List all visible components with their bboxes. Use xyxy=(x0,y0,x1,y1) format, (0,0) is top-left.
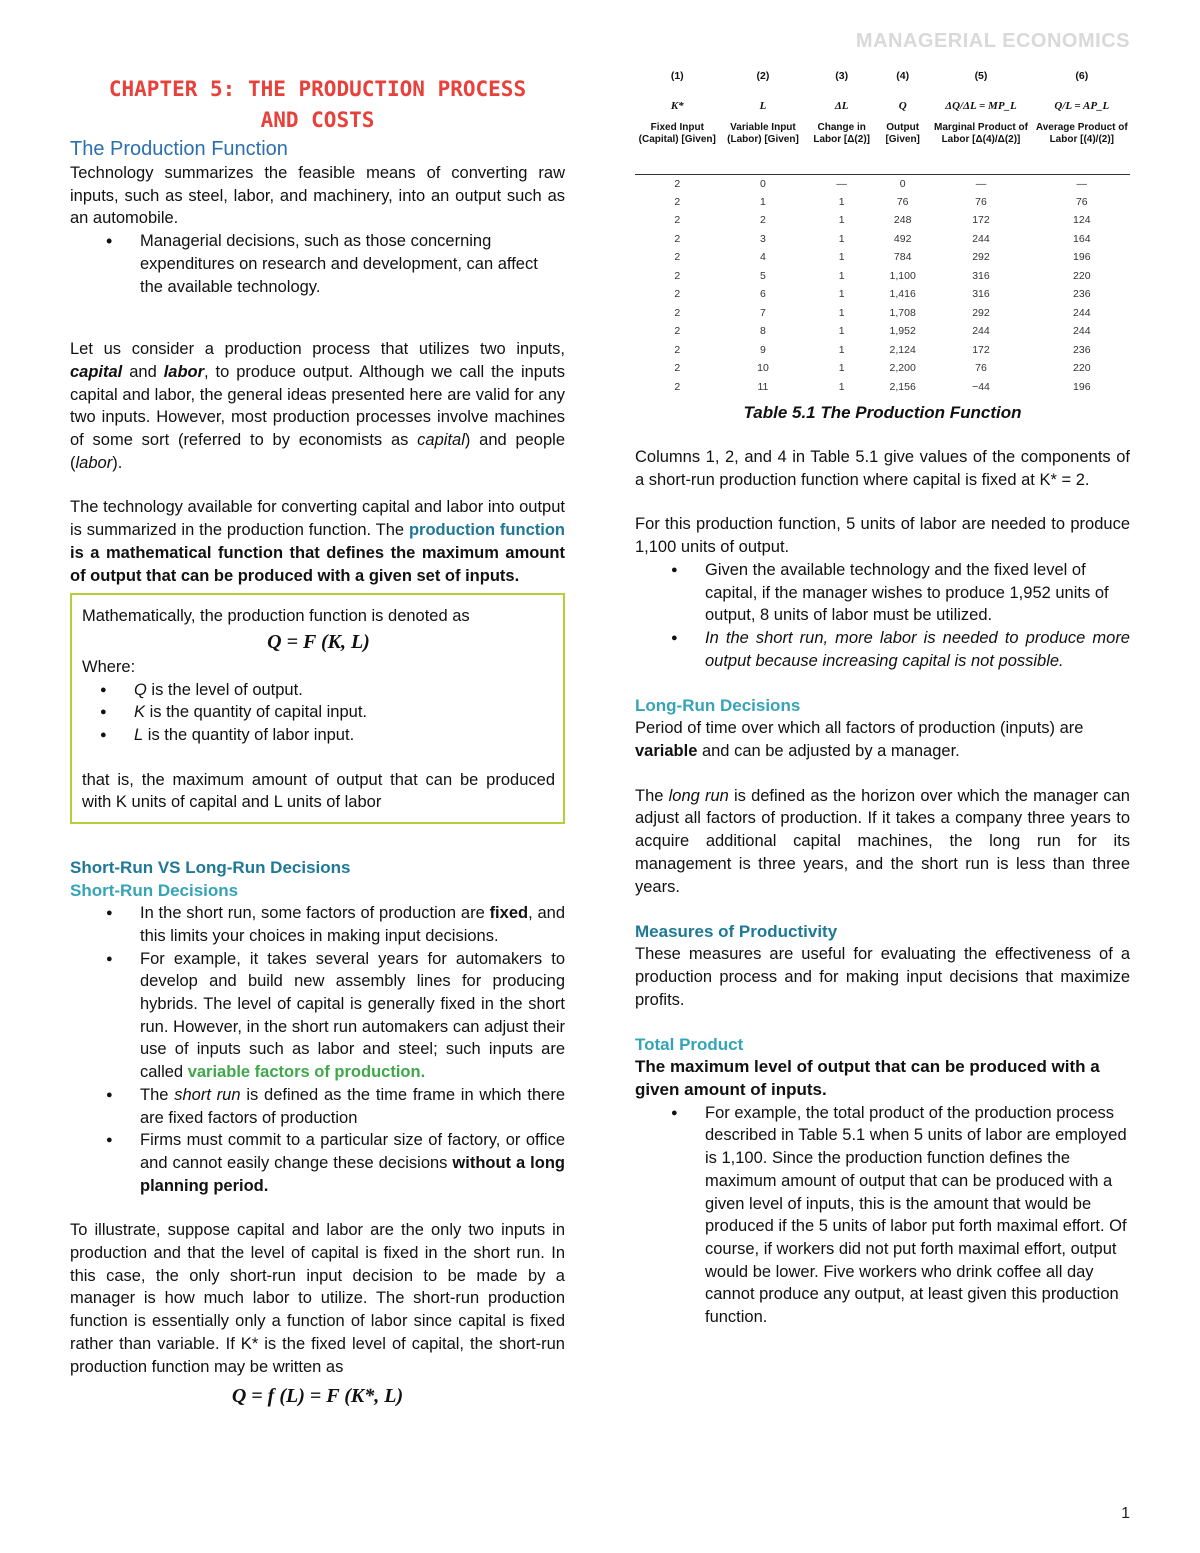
table-cell: 76 xyxy=(896,195,909,208)
col-number: (5) xyxy=(974,70,988,82)
table-caption: Table 5.1 The Production Function xyxy=(743,403,1022,422)
table-cell: 1,708 xyxy=(889,306,916,319)
col-symbol: L xyxy=(759,100,767,112)
subheading-short-run: Short-Run Decisions xyxy=(70,881,239,901)
variable-item: ● K is the quantity of capital input. xyxy=(100,701,555,724)
table-cell: 3 xyxy=(760,232,766,245)
running-header: MANAGERIAL ECONOMICS xyxy=(855,30,1130,52)
page-number: 1 xyxy=(1121,1505,1130,1522)
table-cell: 1,952 xyxy=(889,325,916,338)
table-cell: 244 xyxy=(972,232,990,245)
col-description: Output [Given] xyxy=(877,122,928,174)
paragraph-definition: The technology available for converting capital and labor into output is summarized in the production function. The production function is a mathematical function that defines the maximum amount of output that can be produced with a given set of inputs. xyxy=(70,498,566,585)
short-run-formula: Q = f (L) = F (K*, L) xyxy=(231,1385,404,1408)
paragraph-illustrate: To illustrate, suppose capital and labor are the only two inputs in production and that the level of capital is fixed in the short run. In this case, the only short-run input decision to be made by a manager is how much labor to utilize. The short-run production function is essentially only a function of labor since capital is fixed rather than variable. If K* is the fixed level of capital, the short-run production function may be written as xyxy=(70,1221,565,1376)
table-cell: 2 xyxy=(674,343,681,356)
col-description: Marginal Product of Labor [Δ(4)/Δ(2)] xyxy=(928,122,1033,174)
table-row xyxy=(635,248,1130,267)
variable-item: ● Q is the level of output. xyxy=(100,679,555,702)
table-cell: 492 xyxy=(893,232,912,245)
short-run-example-bullets xyxy=(671,559,1130,673)
table-cell: 2 xyxy=(674,380,681,393)
heading-long-run: Long-Run Decisions xyxy=(635,696,801,716)
table-row xyxy=(635,304,1130,323)
table-cell: 1 xyxy=(838,380,845,393)
table-cell: 2 xyxy=(674,306,681,319)
table-cell: 76 xyxy=(1075,195,1088,208)
paragraph-two-inputs: Let us consider a production process that utilizes two inputs, capital and labor, to produce output. Although we call the inputs capital and labor, the general ideas presented here are valid for any two inputs. However, most production processes involve machines of some sort (referred to by economists as capital) and people (labor). xyxy=(70,340,566,472)
paragraph-labor-needed: For this production function, 5 units of labor are needed to produce 1,100 units of output. xyxy=(635,515,1130,557)
production-function-formula: Q = F (K, L) xyxy=(267,630,370,653)
table-cell: 1 xyxy=(838,325,845,338)
col-symbol: ΔQ/ΔL = MP_L xyxy=(945,100,1017,112)
table-cell: 2,200 xyxy=(889,362,916,375)
table-cell: 244 xyxy=(972,325,990,338)
bullet-item: • Managerial decisions, such as those concerning expenditures on research and development, can affect the available technology. xyxy=(106,230,565,298)
table-cell: 1 xyxy=(838,269,845,282)
col-description: Fixed Input (Capital) [Given] xyxy=(635,122,720,174)
table-cell: 292 xyxy=(972,306,990,319)
table-row xyxy=(635,378,1130,397)
box-outro: that is, the maximum amount of output that can be produced with K units of capital and L units of labor xyxy=(82,770,555,812)
chapter-title xyxy=(70,74,565,136)
table-cell: 196 xyxy=(1073,251,1091,264)
col-symbol: K* xyxy=(670,100,684,112)
col-symbol: ΔL xyxy=(834,100,849,112)
paragraph-columns: Columns 1, 2, and 4 in Table 5.1 give values of the components of a short-run production function where capital is fixed at K* = 2. xyxy=(635,448,1130,489)
table-body xyxy=(635,174,1130,396)
table-row xyxy=(635,174,1130,193)
paragraph-measures: These measures are useful for evaluating the effectiveness of a production process and for making input decisions that maximize profits. xyxy=(635,945,1130,1009)
heading-total-product: Total Product xyxy=(635,1035,744,1055)
bullet-item: ● The short run is defined as the time frame in which there are fixed factors of production xyxy=(106,1084,565,1129)
variable-item: ● L is the quantity of labor input. xyxy=(100,724,555,747)
bullet-item: ● In the short run, some factors of production are fixed, and this limits your choices in making input decisions. xyxy=(106,902,565,947)
table-row xyxy=(635,230,1130,249)
total-product-bullets xyxy=(671,1102,1130,1329)
table-cell: 76 xyxy=(975,195,987,208)
table-cell: 1 xyxy=(838,195,845,208)
table-cell: −44 xyxy=(972,380,990,393)
col-symbol: Q xyxy=(898,100,907,112)
table-cell: 784 xyxy=(893,251,912,264)
table-descriptions xyxy=(635,122,1130,174)
heading-measures-productivity: Measures of Productivity xyxy=(635,922,838,942)
table-cell: 76 xyxy=(975,362,987,375)
table-cell: 2 xyxy=(674,325,681,338)
table-cell: 11 xyxy=(757,380,769,393)
table-cell: 292 xyxy=(972,251,990,264)
col-description: Average Product of Labor [(4)/(2)] xyxy=(1034,122,1130,174)
col-description: Variable Input (Labor) [Given] xyxy=(720,122,807,174)
short-run-bullets xyxy=(106,902,565,1197)
table-symbols xyxy=(635,90,1130,122)
col-number: (6) xyxy=(1075,70,1089,82)
table-cell: 9 xyxy=(760,343,766,356)
table-cell: 2 xyxy=(674,362,681,375)
bullet-list xyxy=(106,230,565,298)
table-cell: 124 xyxy=(1073,214,1091,227)
table-cell: 172 xyxy=(972,214,990,227)
chapter-title-line1: CHAPTER 5: THE PRODUCTION PROCESS xyxy=(108,77,527,101)
table-cell: 220 xyxy=(1073,362,1091,375)
table-cell: 236 xyxy=(1073,288,1091,301)
table-cell: 244 xyxy=(1073,325,1091,338)
table-cell: 2 xyxy=(674,214,681,227)
production-table xyxy=(635,70,1130,396)
table-cell: 5 xyxy=(760,269,766,282)
table-cell: 1 xyxy=(838,232,845,245)
table-cell: 316 xyxy=(972,269,990,282)
bullet-item: ● For example, the total product of the production process described in Table 5.1 when 5 units of labor are employed is 1,100. Since the production function defines the maximum amount of output that can be produced with a given level of inputs, this is the amount that would be produced if the 5 units of labor put forth maximal effort. Of course, if workers did not put forth maximal effort, output would be lower. Five workers who drink coffee all day cannot produce any output, at least given this production function. xyxy=(671,1102,1130,1329)
table-cell: 244 xyxy=(1073,306,1091,319)
table-cell: 6 xyxy=(760,288,766,301)
table-cell: 2 xyxy=(674,269,681,282)
table-cell: 1 xyxy=(838,362,845,375)
table-row xyxy=(635,341,1130,360)
table-cell: 2 xyxy=(674,251,681,264)
right-column xyxy=(635,70,1130,1329)
box-intro: Mathematically, the production function is denoted as xyxy=(82,607,470,626)
table-cell: 2,156 xyxy=(889,380,916,393)
table-cell: 172 xyxy=(972,343,990,356)
table-cell: 2 xyxy=(674,177,681,190)
table-cell: 164 xyxy=(1073,232,1091,245)
paragraph-long-run-def: Period of time over which all factors of production (inputs) are variable and can be adjusted by a manager. xyxy=(635,719,1084,761)
table-row xyxy=(635,285,1130,304)
table-cell: 220 xyxy=(1073,269,1091,282)
col-symbol: Q/L = AP_L xyxy=(1054,100,1110,112)
variable-list xyxy=(100,679,555,747)
table-cell: 10 xyxy=(757,362,769,375)
table-cell: 248 xyxy=(893,214,912,227)
paragraph-technology: Technology summarizes the feasible means of converting raw inputs, such as steel, labor, and machinery, into an output such as an automobile. xyxy=(70,164,565,228)
table-row xyxy=(635,211,1130,230)
table-cell: 1 xyxy=(838,251,845,264)
chapter-title-line2: AND COSTS xyxy=(260,108,375,132)
bullet-item: ● In the short run, more labor is needed to produce more output because increasing capital is not possible. xyxy=(671,627,1130,672)
formula-box xyxy=(70,593,565,824)
bullet-item: ● Firms must commit to a particular size of factory, or office and cannot easily change these decisions without a long planning period. xyxy=(106,1129,565,1197)
bullet-item: ● Given the available technology and the fixed level of capital, if the manager wishes to produce 1,952 units of output, 8 units of labor must be utilized. xyxy=(671,559,1130,627)
table-cell: 1,100 xyxy=(889,269,916,282)
col-number: (3) xyxy=(835,70,849,82)
col-number: (2) xyxy=(756,70,770,82)
table-row xyxy=(635,267,1130,286)
col-number: (1) xyxy=(670,70,684,82)
table-cell: 2 xyxy=(674,195,681,208)
total-product-definition: The maximum level of output that can be produced with a given amount of inputs. xyxy=(635,1057,1100,1100)
table-cell: — xyxy=(836,177,847,190)
paragraph-long-run: The long run is defined as the horizon over which the manager can adjust all factors of production. If it takes a company three years to acquire additional capital machines, the long run for its management is three years, and the short run is less than three years. xyxy=(635,786,1130,896)
table-cell: 2,124 xyxy=(889,343,916,356)
section-heading-short-vs-long: Short-Run VS Long-Run Decisions xyxy=(70,858,351,878)
table-cell: 1 xyxy=(838,343,845,356)
table-row xyxy=(635,193,1130,212)
table-cell: 2 xyxy=(674,288,681,301)
bullet-item: ● For example, it takes several years for automakers to develop and build new assembly lines for producing hybrids. The level of capital is generally fixed in the short run. However, in the short run automakers can adjust their use of inputs such as labor and steel; such inputs are called variable factors of production. xyxy=(106,948,565,1084)
table-cell: — xyxy=(1076,177,1088,190)
table-cell: 0 xyxy=(760,177,766,190)
table-cell: 2 xyxy=(760,214,766,227)
table-cell: 236 xyxy=(1073,343,1091,356)
table-row xyxy=(635,322,1130,341)
table-column-numbers xyxy=(635,70,1130,90)
table-cell: 1 xyxy=(838,306,845,319)
table-cell: 4 xyxy=(760,251,766,264)
table-cell: 7 xyxy=(760,306,766,319)
table-cell: 0 xyxy=(899,177,906,190)
table-cell: 316 xyxy=(972,288,990,301)
left-column xyxy=(70,70,565,1410)
table-row xyxy=(635,359,1130,378)
table-cell: 196 xyxy=(1073,380,1091,393)
table-cell: 2 xyxy=(674,232,681,245)
table-cell: 1 xyxy=(838,214,845,227)
table-cell: — xyxy=(975,177,987,190)
col-number: (4) xyxy=(896,70,910,82)
table-cell: 8 xyxy=(760,325,766,338)
col-description: Change in Labor [Δ(2)] xyxy=(806,122,877,174)
table-cell: 1,416 xyxy=(889,288,916,301)
table-cell: 1 xyxy=(838,288,845,301)
box-where: Where: xyxy=(82,657,136,676)
section-heading-production-function: The Production Function xyxy=(70,138,288,160)
table-cell: 1 xyxy=(760,195,766,208)
